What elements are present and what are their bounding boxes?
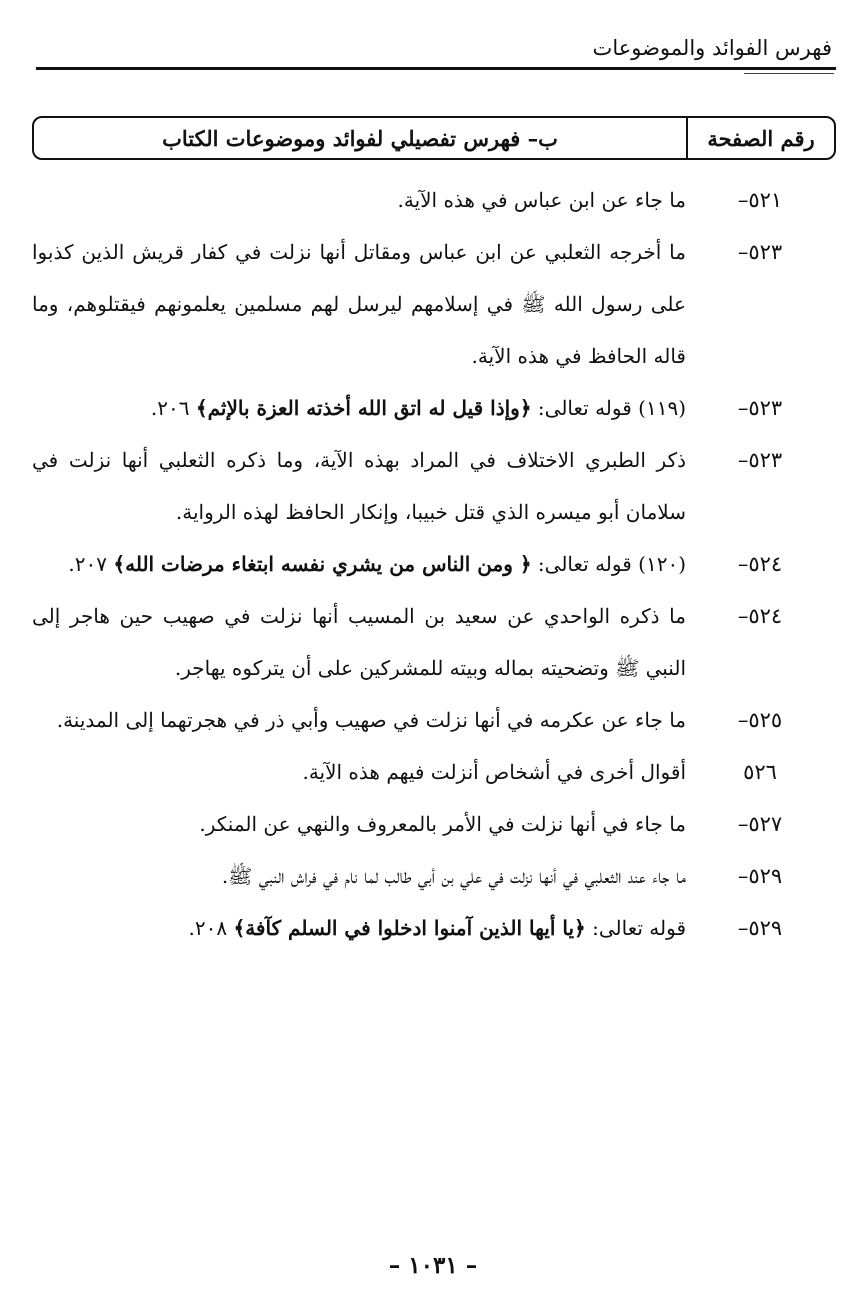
entry-page-number: ٥٢٩– [737,916,783,940]
entry-page-number: ٥٢١– [737,188,783,212]
entry-page-number: ٥٢٤– [737,604,783,628]
index-entry [30,590,834,694]
entry-text: ما جاء عن ابن عباس في هذه الآية. [397,188,686,212]
index-entries [30,174,834,954]
header-rule-thin [744,73,834,74]
index-entry [30,538,834,590]
entry-text: ما أخرجه الثعلبي عن ابن عباس ومقاتل أنها نزلت في كفار قريش الذين كذبوا على رسول الله ﷺ في إسلامهم ليرسل لهم مسلمين يعلمونهم فيقتلوهم، وما قاله الحافظ في هذه الآية. [32,240,686,368]
entry-prefix: (١٢٠) قوله تعالى: [531,552,686,576]
entry-text [30,538,686,590]
page-number-footer: – ١٠٣١ – [388,1252,478,1279]
entry-page-number: ٥٢٣– [737,448,783,472]
index-entry [30,226,834,382]
index-entry [30,902,834,954]
index-entry [30,694,834,746]
entry-text: أقوال أخرى في أشخاص أنزلت فيهم هذه الآية. [302,760,686,784]
entry-prefix: (١١٩) قوله تعالى: [531,396,686,420]
index-table-header [32,116,836,160]
index-entry [30,382,834,434]
entry-page-number: ٥٢٣– [737,240,783,264]
index-entry [30,798,834,850]
quran-verse: ﴿ ومن الناس من يشري نفسه ابتغاء مرضات الله﴾ [113,552,532,576]
verse-number: ٢٠٨. [188,916,234,940]
entry-prefix: قوله تعالى: [585,916,686,940]
entry-text: ما ذكره الواحدي عن سعيد بن المسيب أنها نزلت في صهيب حين هاجر إلى النبي ﷺ وتضحيته بماله وبيته للمشركين على أن يتركوه يهاجر. [32,604,686,680]
index-entry [30,850,834,902]
page-number-column-header: رقم الصفحة [686,118,834,158]
index-entry [30,746,834,798]
entry-text: ما جاء عن عكرمه في أنها نزلت في صهيب وأبي ذر في هجرتهما إلى المدينة. [56,708,686,732]
entry-page-number: ٥٢٣– [737,396,783,420]
index-entry [30,434,834,538]
entry-page-number: ٥٢٩– [737,864,783,888]
entry-page-number: ٥٢٧– [737,812,783,836]
index-entry [30,174,834,226]
entry-text [30,902,686,954]
running-header: فهرس الفوائد والموضوعات [592,36,832,60]
verse-number: ٢٠٦. [150,396,196,420]
entry-page-number: ٥٢٥– [737,708,783,732]
header-rule [36,67,836,70]
entry-text: ما جاء في أنها نزلت في الأمر بالمعروف والنهي عن المنكر. [199,812,686,836]
entry-page-number: ٥٢٤– [737,552,783,576]
index-title: ب– فهرس تفصيلي لفوائد وموضوعات الكتاب [162,125,558,151]
entry-text [30,382,686,434]
entry-text: ما جاء عند الثعلبي في أنها نزلت في علي بن أبي طالب لما نام في فراش النبي ﷺ. [221,864,686,888]
verse-number: ٢٠٧. [68,552,114,576]
quran-verse: ﴿وإذا قيل له اتق الله أخذته العزة بالإثم﴾ [195,396,532,420]
quran-verse: ﴿يا أيها الذين آمنوا ادخلوا في السلم كآفة﴾ [233,916,586,940]
entry-text: ذكر الطبري الاختلاف في المراد بهذه الآية، وما ذكره الثعلبي أنها نزلت في سلامان أبو ميسره الذي قتل خبيبا، وإنكار الحافظ لهذه الرواية. [32,448,686,524]
entry-page-number: ٥٢٦ [743,760,777,784]
